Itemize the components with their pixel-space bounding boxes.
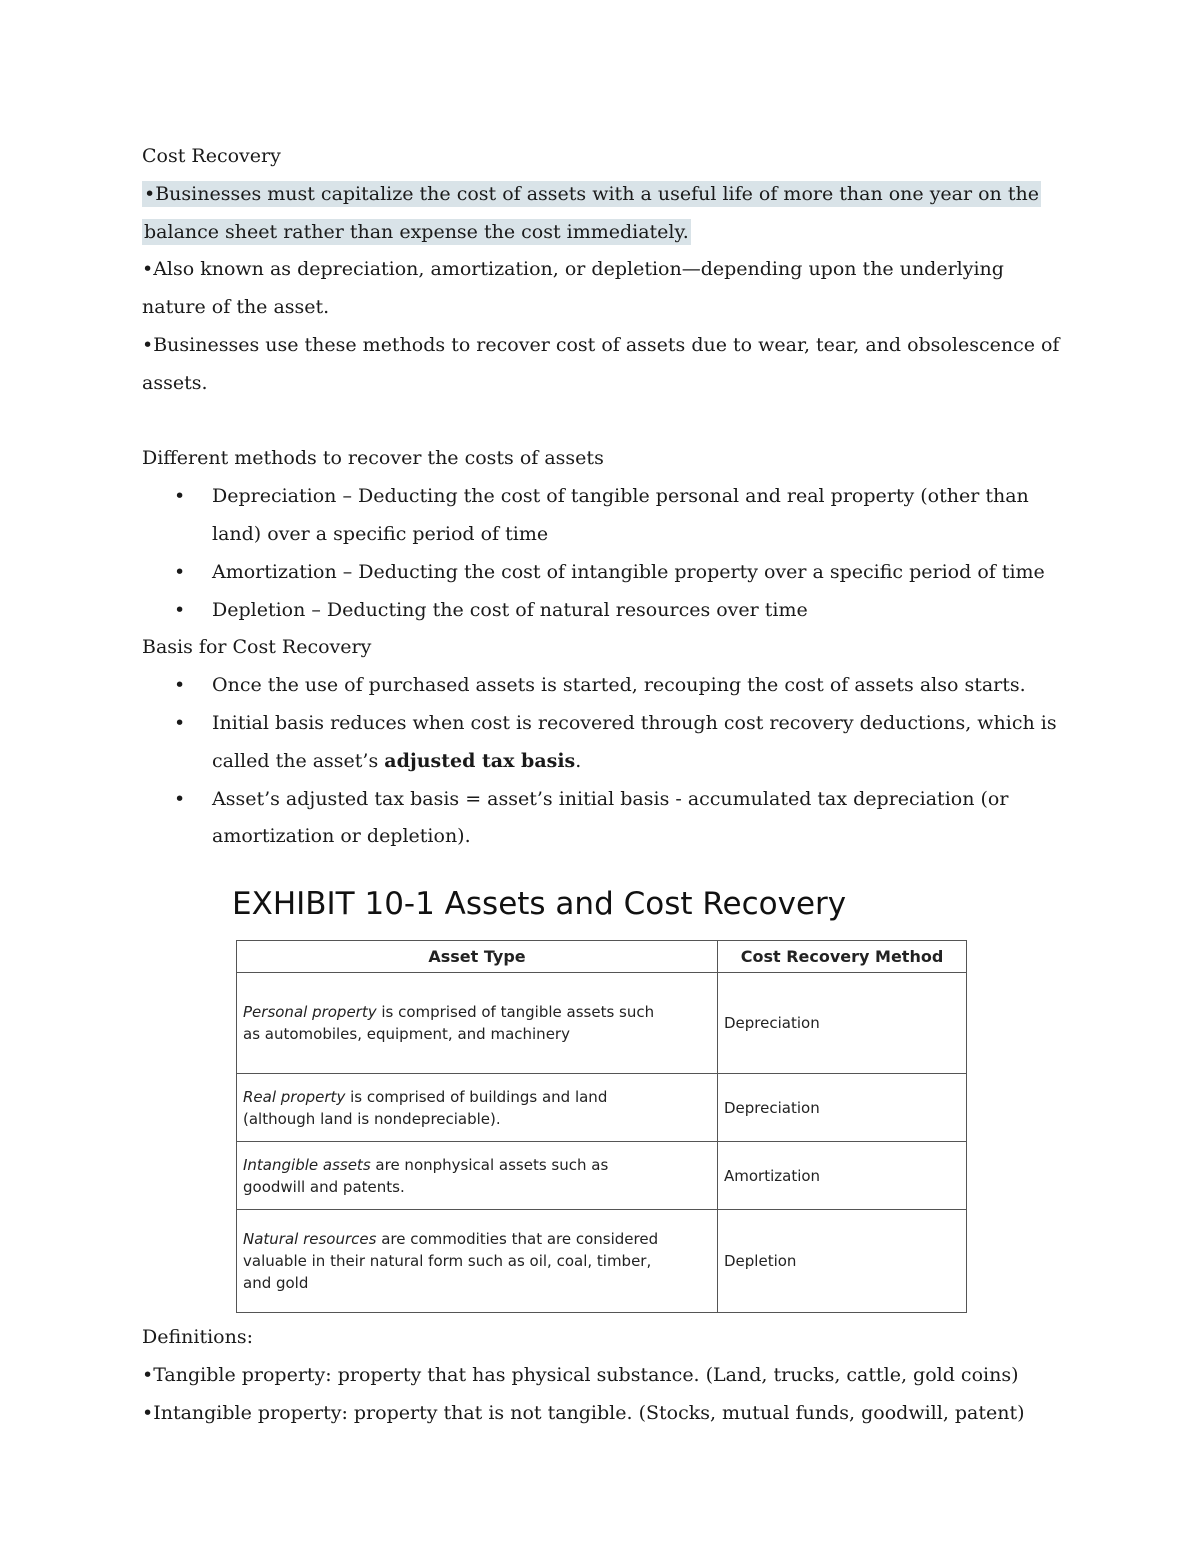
bold-term: adjusted tax basis xyxy=(384,749,576,772)
table-header-row xyxy=(237,941,967,973)
asset-desc: as automobiles, equipment, and machinery xyxy=(243,1025,570,1044)
list-item xyxy=(212,781,1052,857)
asset-term: Personal property xyxy=(243,1003,377,1022)
exhibit-title: EXHIBIT 10-1 Assets and Cost Recovery xyxy=(232,886,847,923)
method-cell: Depreciation xyxy=(718,1074,967,1142)
table-row xyxy=(237,1074,967,1142)
asset-type-cell xyxy=(237,1210,718,1313)
list-item xyxy=(212,667,1052,705)
asset-term: Real property xyxy=(243,1087,346,1106)
bullet-text: nature of the asset. xyxy=(142,296,330,319)
intro-bullet-1 xyxy=(142,176,1052,252)
highlighted-text: balance sheet rather than expense the cost immediately. xyxy=(144,220,689,243)
list-item-text: • Amortization – Deducting the cost of intangible property over a specific period of time xyxy=(212,560,1045,583)
section-heading-methods: Different methods to recover the costs of assets xyxy=(142,447,604,470)
text-span: . xyxy=(575,749,582,772)
bullet-text: •Businesses use these methods to recover cost of assets due to wear, tear, and obsolescence of xyxy=(142,333,1060,356)
methods-list xyxy=(142,478,1052,629)
blank-line xyxy=(142,403,1052,441)
asset-term: Natural resources xyxy=(243,1230,377,1249)
list-item-text: land) over a specific period of time xyxy=(212,522,549,545)
document-body xyxy=(142,138,1060,1433)
bullet-text: assets. xyxy=(142,371,208,394)
asset-type-cell xyxy=(237,973,718,1074)
basis-list xyxy=(142,667,1057,856)
table-row xyxy=(237,1142,967,1210)
method-cell: Depletion xyxy=(718,1210,967,1313)
definition-item: •Intangible property: property that is not tangible. (Stocks, mutual funds, goodwill, patent) xyxy=(142,1401,1025,1424)
list-item xyxy=(212,705,1057,781)
bullet-text: •Also known as depreciation, amortization, or depletion—depending upon the underlying xyxy=(142,258,1004,281)
list-item xyxy=(212,478,1052,554)
asset-desc: are commodities that are considered xyxy=(376,1230,659,1249)
highlighted-text: •Businesses must capitalize the cost of assets with a useful life of more than one year on the xyxy=(144,182,1039,205)
method-cell: Amortization xyxy=(718,1142,967,1210)
asset-term: Intangible assets xyxy=(243,1155,371,1174)
definitions-section xyxy=(142,1319,1052,1432)
text-span: called the asset’s xyxy=(212,749,385,772)
asset-desc: (although land is nondepreciable). xyxy=(243,1109,501,1128)
table-row xyxy=(237,1210,967,1313)
list-item xyxy=(212,554,1052,592)
exhibit-table xyxy=(236,940,967,1313)
column-header-method: Cost Recovery Method xyxy=(718,941,967,973)
intro-bullet-3 xyxy=(142,327,1060,403)
asset-desc: goodwill and patents. xyxy=(243,1177,405,1196)
asset-desc: valuable in their natural form such as oil, coal, timber, xyxy=(243,1252,652,1271)
list-item-text: • Depreciation – Deducting the cost of tangible personal and real property (other than xyxy=(212,485,1029,508)
list-item-text: • Depletion – Deducting the cost of natural resources over time xyxy=(212,598,808,621)
asset-type-cell xyxy=(237,1142,718,1210)
column-header-asset-type: Asset Type xyxy=(237,941,718,973)
list-item-text: • Asset’s adjusted tax basis = asset’s initial basis - accumulated tax depreciation (or xyxy=(212,787,1009,810)
list-item xyxy=(212,592,1052,630)
intro-bullet-2 xyxy=(142,251,1052,327)
definition-item: •Tangible property: property that has physical substance. (Land, trucks, cattle, gold coins) xyxy=(142,1363,1019,1386)
asset-desc: are nonphysical assets such as xyxy=(370,1155,609,1174)
asset-desc: is comprised of buildings and land xyxy=(345,1087,608,1106)
table-row xyxy=(237,973,967,1074)
asset-desc: and gold xyxy=(243,1274,309,1293)
section-heading-cost-recovery: Cost Recovery xyxy=(142,145,281,167)
list-item-text xyxy=(212,743,1052,781)
section-heading-basis: Basis for Cost Recovery xyxy=(142,636,372,659)
method-cell: Depreciation xyxy=(718,973,967,1074)
section-heading-definitions: Definitions: xyxy=(142,1326,254,1349)
list-item-text: • Initial basis reduces when cost is recovered through cost recovery deductions, which is xyxy=(212,711,1057,734)
list-item-text: • Once the use of purchased assets is started, recouping the cost of assets also starts. xyxy=(212,674,1026,697)
asset-type-cell xyxy=(237,1074,718,1142)
list-item-text: amortization or depletion). xyxy=(212,825,471,848)
asset-desc: is comprised of tangible assets such xyxy=(376,1003,655,1022)
